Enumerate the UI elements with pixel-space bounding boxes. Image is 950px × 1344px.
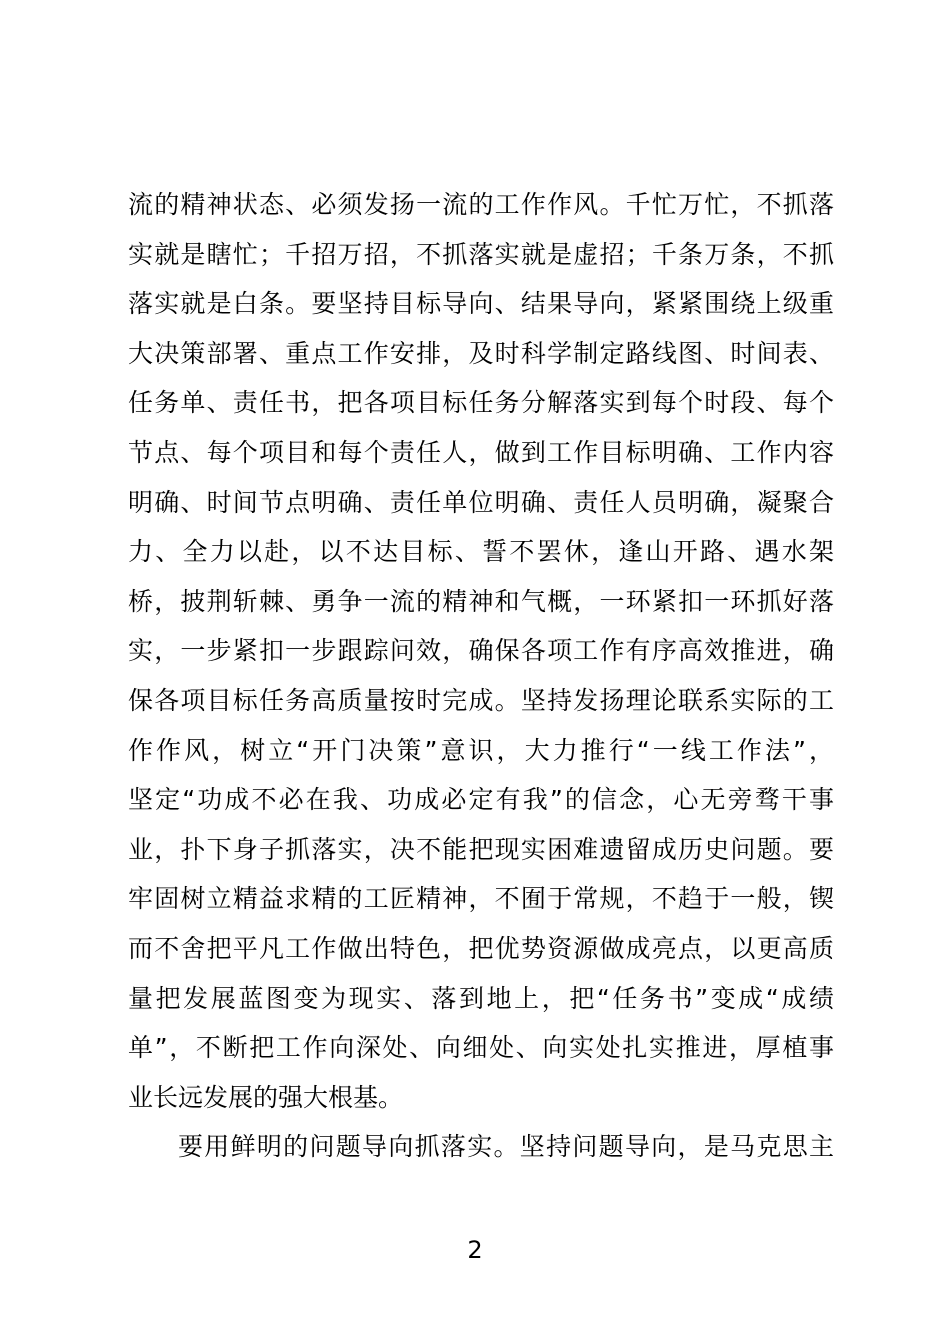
text-line: 业，扑下身子抓落实，决不能把现实困难遗留成历史问题。要 [128,834,834,864]
text-line: 明确、时间节点明确、责任单位明确、责任人员明确，凝聚合 [128,487,834,517]
text-line: 桥，披荆斩棘、勇争一流的精神和气概，一环紧扣一环抓好落 [128,586,834,616]
text-line: 牢固树立精益求精的工匠精神，不囿于常规，不趋于一般，锲 [128,884,834,914]
text-line: 业长远发展的强大根基。 [128,1082,404,1112]
text-line: 单”，不断把工作向深处、向细处、向实处扎实推进，厚植事 [128,1033,834,1063]
text-line: 大决策部署、重点工作安排，及时科学制定路线图、时间表、 [128,338,834,368]
body-text [128,180,834,1172]
text-line: 而不舍把平凡工作做出特色，把优势资源做成亮点，以更高质 [128,933,834,963]
text-line: 力、全力以赴，以不达目标、誓不罢休，逢山开路、遇水架 [128,537,834,567]
text-line: 实，一步紧扣一步跟踪问效，确保各项工作有序高效推进，确 [128,636,834,666]
text-line: 保各项目标任务高质量按时完成。坚持发扬理论联系实际的工 [128,685,834,715]
text-line: 坚定“功成不必在我、功成必定有我”的信念，心无旁骛干事 [128,785,834,815]
text-line: 节点、每个项目和每个责任人，做到工作目标明确、工作内容 [128,437,834,467]
paragraph-start-line: 要用鲜明的问题导向抓落实。坚持问题导向，是马克思主 [178,1132,834,1162]
text-line: 落实就是白条。要坚持目标导向、结果导向，紧紧围绕上级重 [128,289,834,319]
text-line: 作作风，树立“开门决策”意识，大力推行“一线工作法”， [128,735,834,765]
text-line: 实就是瞎忙；千招万招，不抓落实就是虚招；千条万条，不抓 [128,239,834,269]
text-line: 量把发展蓝图变为现实、落到地上，把“任务书”变成“成绩 [128,983,834,1013]
page-number: 2 [467,1236,483,1264]
text-line: 流的精神状态、必须发扬一流的工作作风。千忙万忙，不抓落 [128,190,834,219]
text-line: 任务单、责任书，把各项目标任务分解落实到每个时段、每个 [128,388,834,418]
